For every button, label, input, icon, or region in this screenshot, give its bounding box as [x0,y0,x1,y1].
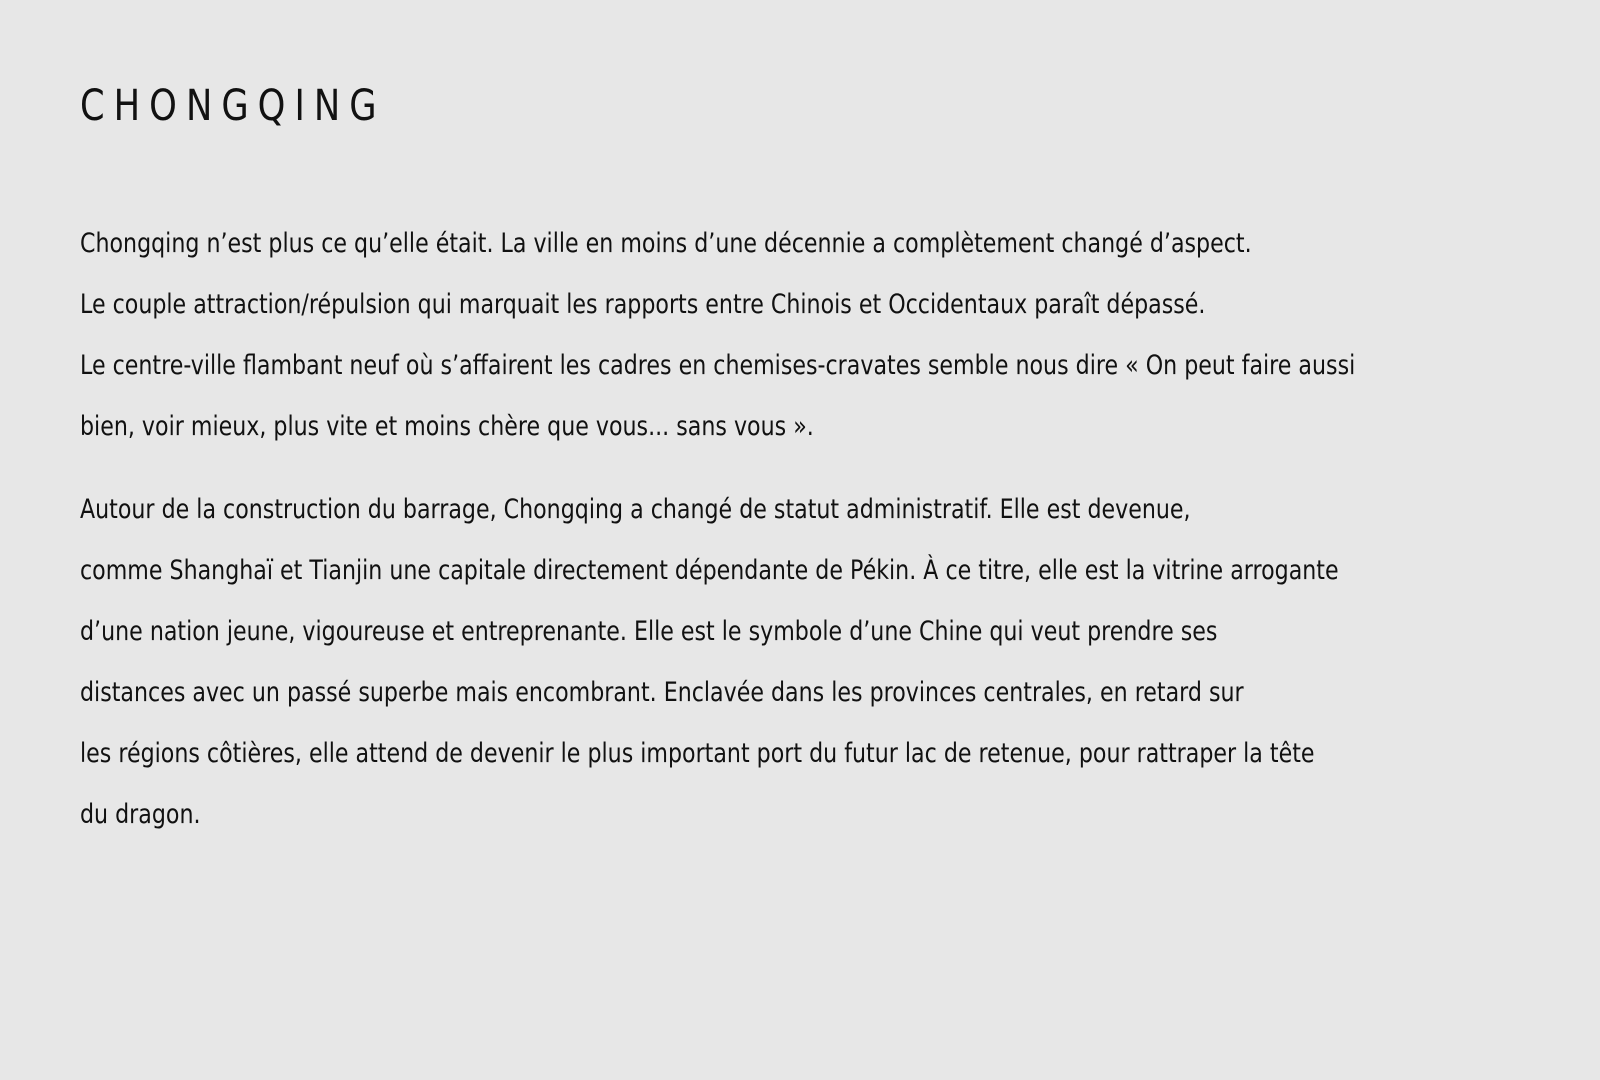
paragraph-line: comme Shanghaï et Tianjin une capitale directement dépendante de Pékin. À ce titre, elle est la vitrine arrogante [80,555,1339,586]
paragraph-line: bien, voir mieux, plus vite et moins chère que vous... sans vous ». [80,411,814,442]
paragraph-line: du dragon. [80,799,201,830]
paragraph-line: Le couple attraction/répulsion qui marquait les rapports entre Chinois et Occidentaux paraît dépassé. [80,289,1206,320]
paragraph-line: d’une nation jeune, vigoureuse et entreprenante. Elle est le symbole d’une Chine qui veut prendre ses [80,616,1218,647]
page-title: CHONGQING [80,81,386,131]
paragraph-1 [80,213,1600,457]
paragraph-line: distances avec un passé superbe mais encombrant. Enclavée dans les provinces centrales, en retard sur [80,677,1244,708]
paragraph-line: Autour de la construction du barrage, Chongqing a changé de statut administratif. Elle est devenue, [80,494,1191,525]
paragraph-line: les régions côtières, elle attend de devenir le plus important port du futur lac de retenue, pour rattraper la tête [80,738,1315,769]
paragraph-2 [80,479,1600,845]
paragraph-line: Le centre-ville flambant neuf où s’affairent les cadres en chemises-cravates semble nous dire « On peut faire aussi [80,350,1356,381]
paragraph-line: Chongqing n’est plus ce qu’elle était. La ville en moins d’une décennie a complètement changé d’aspect. [80,228,1252,259]
article-body [80,213,1600,845]
